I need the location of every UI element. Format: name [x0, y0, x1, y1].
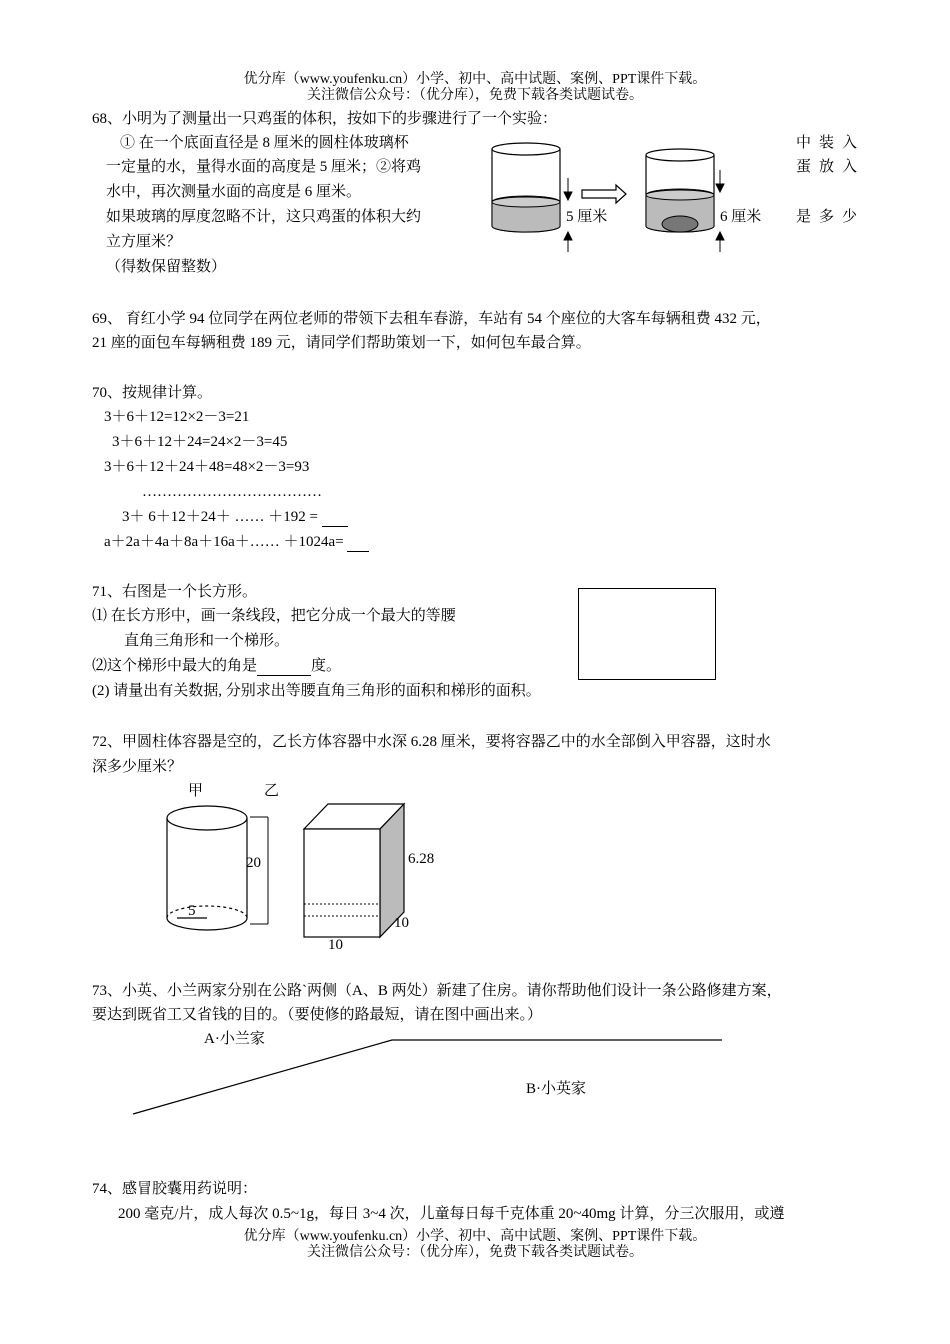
q69-line-2: 21 座的面包车每辆租费 189 元，请同学们帮助策划一下，如何包车最合算。 [92, 335, 591, 351]
cuboid-yi [304, 804, 404, 937]
q68-line-4-end: 是多少 [796, 209, 866, 225]
q70-exercise-2-text: a＋2a＋4a＋8a＋16a＋…… ＋1024a= [104, 534, 344, 550]
footer-line-1: 优分库（www.youfenku.cn）小学、初中、高中试题、案例、PPT课件下载。 [243, 1229, 707, 1244]
q73-road-figure [130, 1034, 730, 1124]
q74-line-1: 200 毫克/片，成人每次 0.5~1g，每日 3~4 次，儿童每日每千克体重 20~40mg 计算，分三次服用，或遵 [118, 1206, 785, 1222]
right-arrow-icon [582, 185, 626, 203]
q68-figure-label-1: 5 厘米 [566, 209, 608, 225]
road-line [133, 1040, 722, 1114]
header-line-2: 关注微信公众号：（优分库），免费下载各类试题试卷。 [307, 88, 643, 103]
q73-line-2: 要达到既省工又省钱的目的。（要使修的路最短，请在图中画出来。） [92, 1007, 543, 1023]
q72-line-2: 深多少厘米？ [92, 759, 183, 775]
angle-blank[interactable] [257, 657, 311, 676]
q68-line-6: （得数保留整数） [106, 259, 227, 275]
q70-exercise-1 [122, 508, 348, 527]
q71-rectangle [578, 588, 716, 680]
header-line-1: 优分库（www.youfenku.cn）小学、初中、高中试题、案例、PPT课件下载。 [243, 72, 707, 87]
q73-line-1: 73、小英、小兰两家分别在公路`两侧（A、B 两处）新建了住房。请你帮助他们设计一条公路修建方案， [92, 983, 782, 999]
q72-depth-label: 10 [394, 915, 409, 931]
q70-example-2: 3＋6＋12＋24=24×2－3=45 [112, 434, 288, 450]
q70-exercise-1-text: 3＋ 6＋12＋24＋ …… ＋192 = [122, 509, 318, 525]
q68-line-3: 水中，再次测量水面的高度是 6 厘米。 [106, 184, 362, 200]
q72-width-label: 10 [328, 937, 343, 953]
footer-line-2: 关注微信公众号：（优分库），免费下载各类试题试卷。 [307, 1245, 643, 1260]
egg-icon [662, 216, 698, 232]
q69-line-1: 69、 育红小学 94 位同学在两位老师的带领下去租车春游，车站有 54 个座位的大客车每辆租费 432 元， [92, 311, 771, 327]
q72-label-jia: 甲 [188, 783, 204, 799]
q68-beaker-figure [488, 138, 788, 258]
q70-exercise-2 [104, 533, 369, 552]
q71-line-3-unit: 度。 [311, 658, 342, 674]
q72-height-label: 20 [246, 855, 261, 871]
q68-line-1-end: 中装入 [796, 135, 866, 151]
q70-example-1: 3＋6＋12=12×2－3=21 [104, 409, 250, 425]
q71-line-1: ⑴ 在长方形中，画一条线段，把它分成一个最大的等腰 [92, 608, 456, 624]
q68-title: 68、小明为了测量出一只鸡蛋的体积，按如下的步骤进行了一个实验： [92, 111, 558, 127]
q70-title: 70、按规律计算。 [92, 385, 213, 401]
q71-line-3-text: ⑵这个梯形中最大的角是 [92, 658, 258, 674]
q72-line-1: 72、甲圆柱体容器是空的，乙长方体容器中水深 6.28 厘米，要将容器乙中的水全部倒入甲容器，这时水 [92, 734, 771, 750]
q71-line-4: (2) 请量出有关数据, 分别求出等腰直角三角形的面积和梯形的面积。 [92, 683, 541, 699]
q72-label-yi: 乙 [264, 783, 280, 799]
q68-line-2-end: 蛋放入 [796, 159, 866, 175]
q68-line-1: ① 在一个底面直径是 8 厘米的圆柱体玻璃杯 [120, 135, 409, 151]
answer-blank[interactable] [322, 508, 348, 527]
q73-point-a-label: A·小兰家 [204, 1031, 265, 1047]
cylinder-jia [167, 806, 247, 930]
q71-line-2: 直角三角形和一个梯形。 [124, 633, 290, 649]
q70-example-3: 3＋6＋12＋24＋48=48×2－3=93 [104, 459, 310, 475]
q68-line-2: 一定量的水，量得水面的高度是 5 厘米；②将鸡 [106, 159, 422, 175]
q71-line-3 [92, 657, 341, 676]
q70-dots: ……………………………… [142, 484, 322, 500]
answer-blank[interactable] [347, 533, 369, 552]
q72-radius-label: 5 [188, 903, 196, 919]
q72-containers-figure [160, 796, 460, 956]
q73-point-b-label: B·小英家 [526, 1081, 587, 1097]
q74-title: 74、感冒胶囊用药说明： [92, 1181, 258, 1197]
q71-title: 71、右图是一个长方形。 [92, 584, 258, 600]
q68-line-5: 立方厘米？ [106, 234, 182, 250]
q68-figure-label-2: 6 厘米 [720, 209, 762, 225]
q68-line-4: 如果玻璃的厚度忽略不计，这只鸡蛋的体积大约 [106, 209, 422, 225]
q72-water-depth-label: 6.28 [408, 851, 435, 867]
